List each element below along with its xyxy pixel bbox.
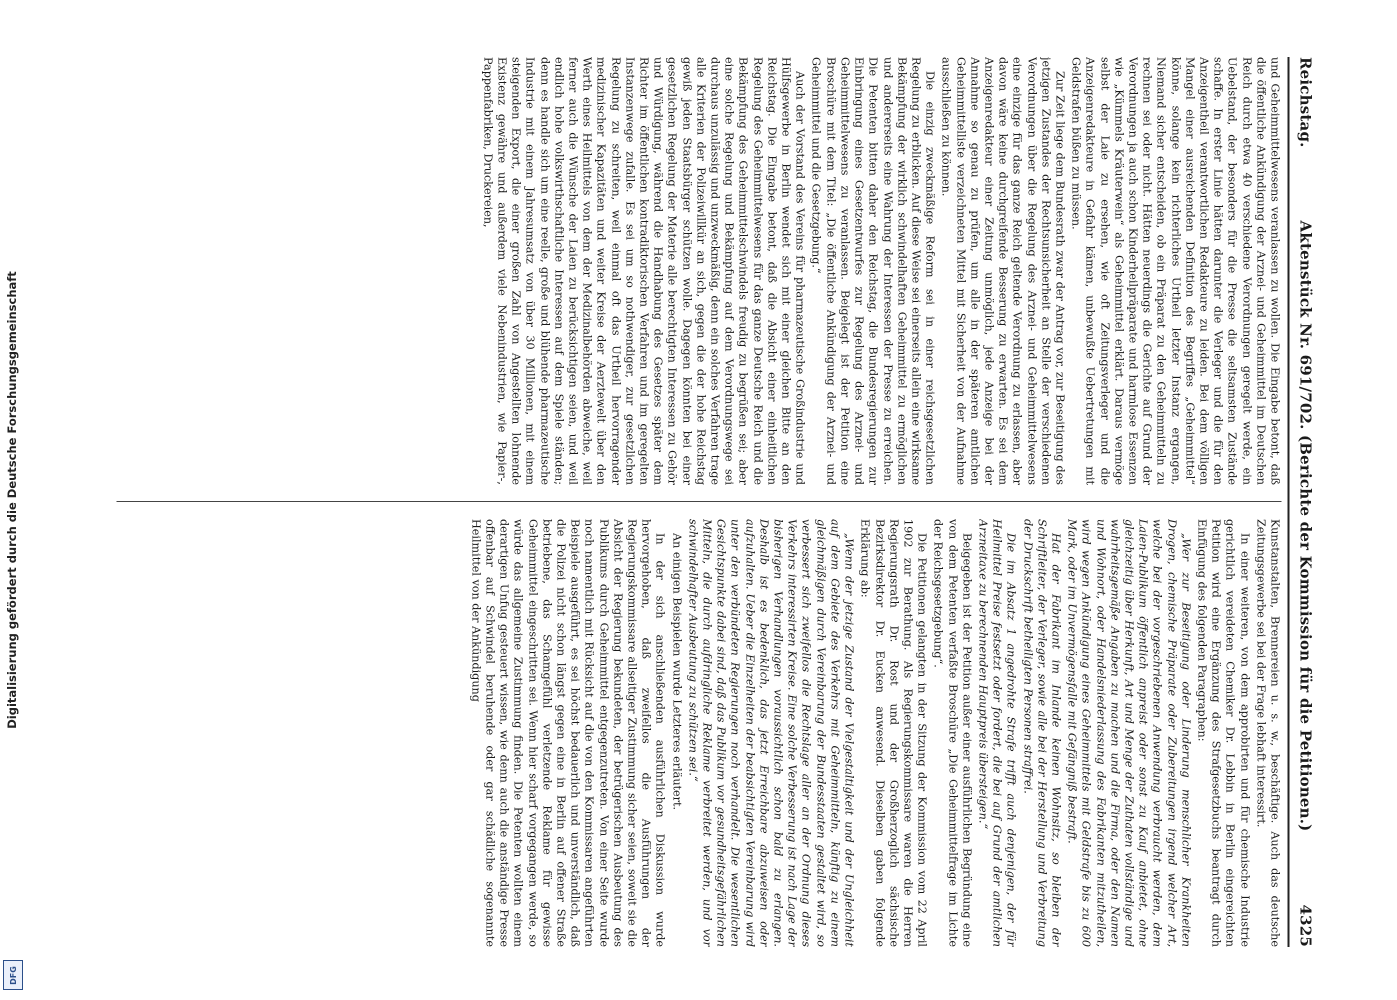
page-number: 4325 <box>1296 904 1315 947</box>
paragraph: Auch der Vorstand des Vereins für pharmazeutische Großindustrie und Hülfsgewerbe in Berlin wendet sich mit einer gleichen Bitte an den Reichstag. Die Eingabe betont, daß die Absicht einer einheitlichen Regelung des Geheimmittelwesens für das ganze Deutsche Reich und die Bekämpfung des Geheimmittelschwindels freudig zu begrüßen sei; aber eine solche Regelung und Bekämpfung auf dem Verordnungswege sei durchaus unzulässig und unzweckmäßig, denn ein solches Verfahren trage alle Kriterien der Polizeiwillkür an sich, gegen die der hohe Reichstag gewiß jeden Staatsbürger schützen wolle. Dagegen könnten bei einer gesetzlichen Regelung der Materie alle berechtigten Interessen zu Gehör und Würdigung, während die Handhabung des Gesetzes später dem Richter im öffentlichen kontradiktorischen Verfahren und im geregelten Instanzenwege zufalle. Es sei um so nothwendiger, zur gesetzlichen Regelung zu schreiten, weil einmal oft das Urtheil hervorragender medizinischer Kapazitäten und weiter Kreise der Aerztewelt über den Werth eines Heilmittels von dem der Medizinalbehörden abweiche, weil ferner auch die Wünsche der Laien zu berücksichtigen seien, und weil endlich hohe volkswirthschaftliche Interessen auf dem Spiele ständen; denn es handle sich um eine reelle, große und blühende pharmazeutische Industrie mit einem Jahresumsatz von über 30 Millionen, mit einem steigenden Export, die einer großen Zahl von Angestellten lohnende Existenz gewähre und außerdem viele Nebenindustrien, wie Papier-, Pappenfabriken, Druckereien, <box>481 57 807 485</box>
paragraph: Kunstanstalten, Brennereien u. s. w., beschäftige. Auch das deutsche Zeitungsgewerbe sei bei der Frage lebhaft interessirt. <box>1254 519 1282 947</box>
column-divider <box>117 501 1282 502</box>
paragraph: Die Petitionen gelangten in der Sitzung der Kommission vom 22 April 1902 zur Berathung. Als Regierungskommissare waren die Herren Regierungsrath Dr. Rost und der Großherzoglich sächsische Bezirksdirektor Dr. Eucken anwesend. Dieselben gaben folgende Erklärung ab: <box>858 519 929 947</box>
paragraph: Die einzig zweckmäßige Reform sei in einer reichsgesetzlichen Regelung zu erblicken. Auf diese Weise sei einerseits allein eine wirksame Bekämpfung der wirklich schwindelhaften Geheimmittel zu ermöglichen und andererseits eine Wahrung der Interessen der Presse zu erreichen. Die Petenten bitten daher den Reichstag, die Bundesregierungen zur Einbringung eines Gesetzentwurfes zur Regelung des Arznei- und Geheimmittelwesens zu veranlassen. Beigelegt ist der Petition eine Broschüre mit dem Titel: „Die öffentliche Ankündigung der Arznei- und Geheimmittel und die Gesetzgebung.“ <box>810 57 937 485</box>
header-rule <box>1288 57 1290 947</box>
paragraph: In der sich anschließenden ausführlichen Diskussion wurde hervorgehoben, daß zweifellos die Ausführungen der Regierungskommissare allseitiger Zustimmung sicher seien, soweit sie die Absicht der Regierung bekundeten, der betrügerischen Ausbeutung des Publikums durch Geheimmittel entgegenzutreten. Von einer Seite wurde noch namentlich mit Rücksicht auf die von den Kommissaren angeführten Beispiele ausgeführt, es sei höchst bedauerlich und unverständlich, daß die Polizei nicht schon längst gegen eine in Berlin auf offener Straße betriebene, das Schamgefühl verletzende Reklame für gewisse Geheimmittel eingeschritten sei. Wenn hier scharf vorgegangen werde, so würde das allgemeine Zustimmung finden. Die Petenten wollten einem derartigen Unfug gesteuert wissen, wie denn auch die anständige Presse offenbar auf Schwindel beruhende oder gar schädliche sogenannte Heilmittel von der Ankündigung <box>469 519 667 947</box>
quoted-paragraph: Hat der Fabrikant im Inlande keinen Wohnsitz, so bleiben der Schriftleiter, der Verleger, sowie alle bei der Herstellung und Verbreitung der Druckschrift betheiligten Personen straffrei. <box>1021 519 1063 947</box>
dfg-logo <box>3 960 23 990</box>
quoted-paragraph: „Wenn der jetzige Zustand der Vielgestaltigkeit und der Ungleichheit auf dem Gebiete des Verkehrs mit Geheimmitteln, künftig zu einem gleichmäßigen durch Vereinbarung der Bundesstaaten gestaltet wird, so verbessert sich zweifellos die Rechtslage aller an der Ordnung dieses Verkehrs interessirten Kreise. Eine solche Verbesserung ist nach Lage der bisherigen Verhandlungen voraussichtlich schon bald zu erlangen. Deshalb ist es bedenklich, das jetzt Erreichbare abzuweisen oder aufzuhalten. Ueber die Einzelheiten der beabsichtigten Vereinbarung wird unter den verbündeten Regierungen noch verhandelt. Die wesentlichen Gesichtspunkte dabei sind, daß das Publikum vor gesundheitsgefährlichen Mitteln, die durch aufdringliche Reklame verbreitet werden, und vor schwindelhafter Ausbeutung zu schützen sei.“ <box>686 519 856 947</box>
header-left: Reichstag. <box>1296 57 1315 148</box>
quoted-paragraph: Die im Absatz 1 angedrohte Strafe trifft auch denjenigen, der für Heilmittel Preise festsetzt oder fordert, die bei auf Grund der amtlichen Arzneitaxe zu berechnenden Hauptpreis übersteigen.“ <box>976 519 1018 947</box>
footer <box>0 0 24 1000</box>
quoted-paragraph: „Wer zur Beseitigung oder Linderung menschlicher Krankheiten Drogen, chemische Präparate oder Zubereitungen irgend welcher Art, welche bei der vorgeschriebenen Anwendung verbraucht werden, dem Laien-Publikum öffentlich anpreist oder sonst zu Kauf anbietet, ohne gleichzeitig über Herkunft, Art und Menge der Zuthaten vollständige und wahrheitsgemäße Angaben zu machen und die Firma, oder den Namen und Wohnort, oder Handelsniederlassung des Fabrikanten mitzutheilen, wird wegen Ankündigung eines Geheimmittels mit Geldstrafe bis zu 600 Mark, oder im Unvermögensfalle mit Gefängniß bestraft. <box>1065 519 1193 947</box>
left-column <box>117 57 1282 485</box>
header-title: Aktenstück Nr. 691/702. (Berichte der Kommission für die Petitionen.) <box>1296 220 1315 832</box>
paragraph: und Geheimmittelwesens veranlassen zu wollen. Die Eingabe betont, daß die öffentliche Ankündigung der Arznei- und Geheimmittel im Deutschen Reich durch etwa 40 verschiedene Verordnungen geregelt werde, ein Uebelstand, der besonders für die Presse die seltsamsten Zustände schaffe. In erster Linie hätten darunter die Verleger und die für den Anzeigentheil verantwortlichen Redakteure zu leiden. Bei dem völligen Mangel einer ausreichenden Definition des Begriffes „Geheimmittel“ könne, solange kein richterliches Urtheil letzter Instanz ergangen, Niemand sicher entscheiden, ob ein Präparat zu den Geheimmitteln zu rechnen sei oder nicht. Hätten neuerdings die Gerichte auf Grund der Verordnungen ja auch schon Kinderheilpräparate und harmlose Essenzen wie „Kümmels Kräuterwein“ als Geheimmittel erklärt. Daraus vermöge selbst der Laie zu ersehen, wie oft Zeitungsverleger und die Anzeigenredakteure in Gefahr kämen, unbewußte Uebertretungen mit Geldstrafen büßen zu müssen. <box>1069 57 1282 485</box>
right-column <box>117 519 1282 947</box>
paragraph: Zur Zeit liege dem Bundesrath zwar der Antrag vor, zur Beseitigung des jetzigen Zustandes der Rechtsunsicherheit an Stelle der verschiedenen Verordnungen über die Regelung des Arznei- und Geheimmittelwesens eine einzige für das ganze Reich geltende Verordnung zu erlassen, aber davon wäre keine durchgreifende Besserung zu erwarten. Es sei dem Anzeigenredakteur einer Zeitung unmöglich, jede Anzeige bei der Annahme so genau zu prüfen, um alle in der späteren amtlichen Geheimmittelliste verzeichneten Mittel mit Sicherheit von der Aufnahme ausschließen zu können. <box>939 57 1067 485</box>
running-header <box>1294 57 1318 947</box>
paragraph: Beigegeben ist der Petition außer einer ausführlichen Begründung eine von dem Petenten verfaßte Broschüre „Die Geheimmittelfrage im Lichte der Reichsgesetzgebung“. <box>931 519 974 947</box>
funding-credit: Digitalisierung gefördert durch die Deutsche Forschungsgemeinschaft <box>5 271 19 729</box>
scanned-page <box>110 55 1320 950</box>
paragraph: An einigen Beispielen wurde Letzteres erläutert. <box>670 533 684 811</box>
page-content <box>113 57 1318 947</box>
paragraph: In einer weiteren, von dem approbirten und für chemische Industrie gerichtlich vereideten Chemiker Dr. Lebbin in Berlin eingereichten Petition wird eine Ergänzung des Strafgesetzbuchs beantragt durch Einfügung des folgenden Paragraphen: <box>1195 519 1252 947</box>
dfg-logo-text: DFG <box>8 965 18 985</box>
